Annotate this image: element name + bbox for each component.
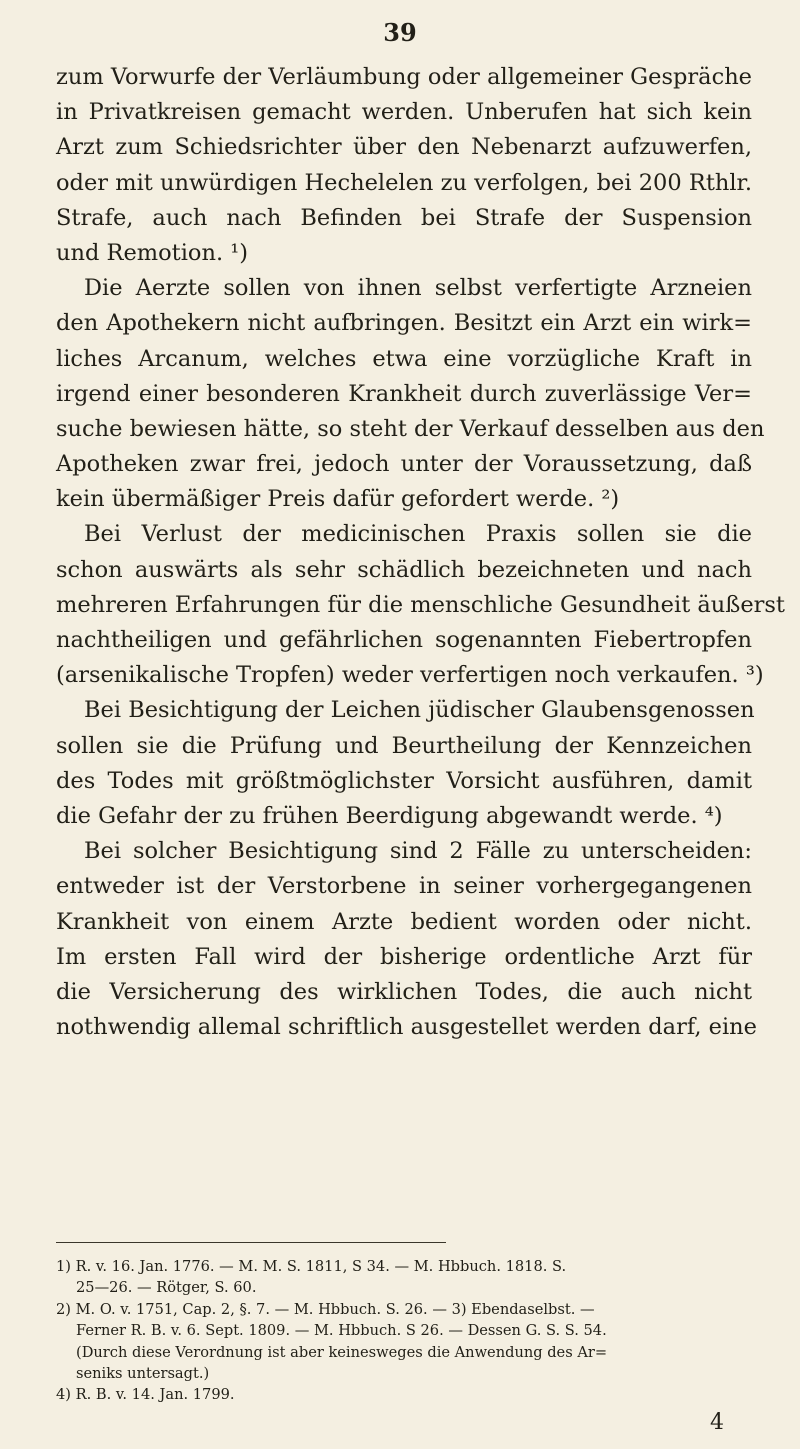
footnote-line: 4) R. B. v. 14. Jan. 1799. xyxy=(56,1386,235,1404)
body-text xyxy=(56,60,785,1045)
text-line: schon auswärts als sehr schädlich bezeichneten und nach xyxy=(56,556,752,583)
text-line: und Remotion. ¹) xyxy=(56,239,249,266)
footnote-line: seniks untersagt.) xyxy=(76,1364,210,1382)
signature-mark: 4 xyxy=(710,1410,724,1435)
text-line: Strafe, auch nach Befinden bei Strafe der Suspension xyxy=(56,204,752,231)
text-line: die Versicherung des wirklichen Todes, die auch nicht xyxy=(56,978,752,1005)
text-line: mehreren Erfahrungen für die menschliche Gesundheit äußerst xyxy=(56,591,785,618)
text-line: Arzt zum Schiedsrichter über den Nebenarzt aufzuwerfen, xyxy=(56,134,752,161)
text-line: nachtheiligen und gefährlichen sogenannten Fiebertropfen xyxy=(56,627,752,653)
text-line: suche bewiesen hätte, so steht der Verkauf desselben aus den xyxy=(56,415,765,442)
text-line: Bei solcher Besichtigung sind 2 Fälle zu unterscheiden: xyxy=(84,838,752,865)
text-line: die Gefahr der zu frühen Beerdigung abgewandt werde. ⁴) xyxy=(56,802,723,829)
text-line: liches Arcanum, welches etwa eine vorzügliche Kraft in xyxy=(56,345,752,372)
text-line: nothwendig allemal schriftlich ausgestellet werden darf, eine xyxy=(56,1014,757,1041)
footnote-line: (Durch diese Verordnung ist aber keinesweges die Anwendung des Ar= xyxy=(76,1343,608,1361)
footnote-line: Ferner R. B. v. 6. Sept. 1809. — M. Hbbuch. S 26. — Dessen G. S. S. 54. xyxy=(76,1322,607,1340)
text-line: den Apothekern nicht aufbringen. Besitzt ein Arzt ein wirk= xyxy=(56,310,752,337)
text-line: Bei Besichtigung der Leichen jüdischer Glaubensgenossen xyxy=(84,697,755,724)
text-line: Krankheit von einem Arzte bedient worden oder nicht. xyxy=(56,908,752,935)
text-line: (arsenikalische Tropfen) weder verfertigen noch verkaufen. ³) xyxy=(56,662,764,689)
text-line: irgend einer besonderen Krankheit durch zuverlässige Ver= xyxy=(56,380,752,407)
text-line: kein übermäßiger Preis dafür gefordert werde. ²) xyxy=(56,486,620,513)
text-line: sollen sie die Prüfung und Beurtheilung der Kennzeichen xyxy=(56,732,752,759)
text-line: Die Aerzte sollen von ihnen selbst verfertigte Arzneien xyxy=(84,275,752,302)
footnote-line: 25—26. — Rötger, S. 60. xyxy=(76,1279,257,1297)
text-line: entweder ist der Verstorbene in seiner vorhergegangenen xyxy=(56,873,752,900)
footnotes xyxy=(56,1256,752,1406)
footnote-divider xyxy=(56,1242,446,1243)
text-line: oder mit unwürdigen Hechelelen zu verfolgen, bei 200 Rthlr. xyxy=(56,169,752,196)
text-line: Im ersten Fall wird der bisherige ordentliche Arzt für xyxy=(56,943,752,970)
page-number: 39 xyxy=(383,18,417,47)
text-line: Bei Verlust der medicinischen Praxis sollen sie die xyxy=(84,521,752,548)
text-line: des Todes mit größtmöglichster Vorsicht ausführen, damit xyxy=(56,767,752,794)
text-line: in Privatkreisen gemacht werden. Unberufen hat sich kein xyxy=(56,99,752,126)
text-line: zum Vorwurfe der Verläumbung oder allgemeiner Gespräche xyxy=(56,64,752,90)
text-line: Apotheken zwar frei, jedoch unter der Voraussetzung, daß xyxy=(56,451,752,478)
footnote-line: 2) M. O. v. 1751, Cap. 2, §. 7. — M. Hbbuch. S. 26. — 3) Ebendaselbst. — xyxy=(56,1300,595,1318)
footnote-line: 1) R. v. 16. Jan. 1776. — M. M. S. 1811, S 34. — M. Hbbuch. 1818. S. xyxy=(56,1258,567,1275)
